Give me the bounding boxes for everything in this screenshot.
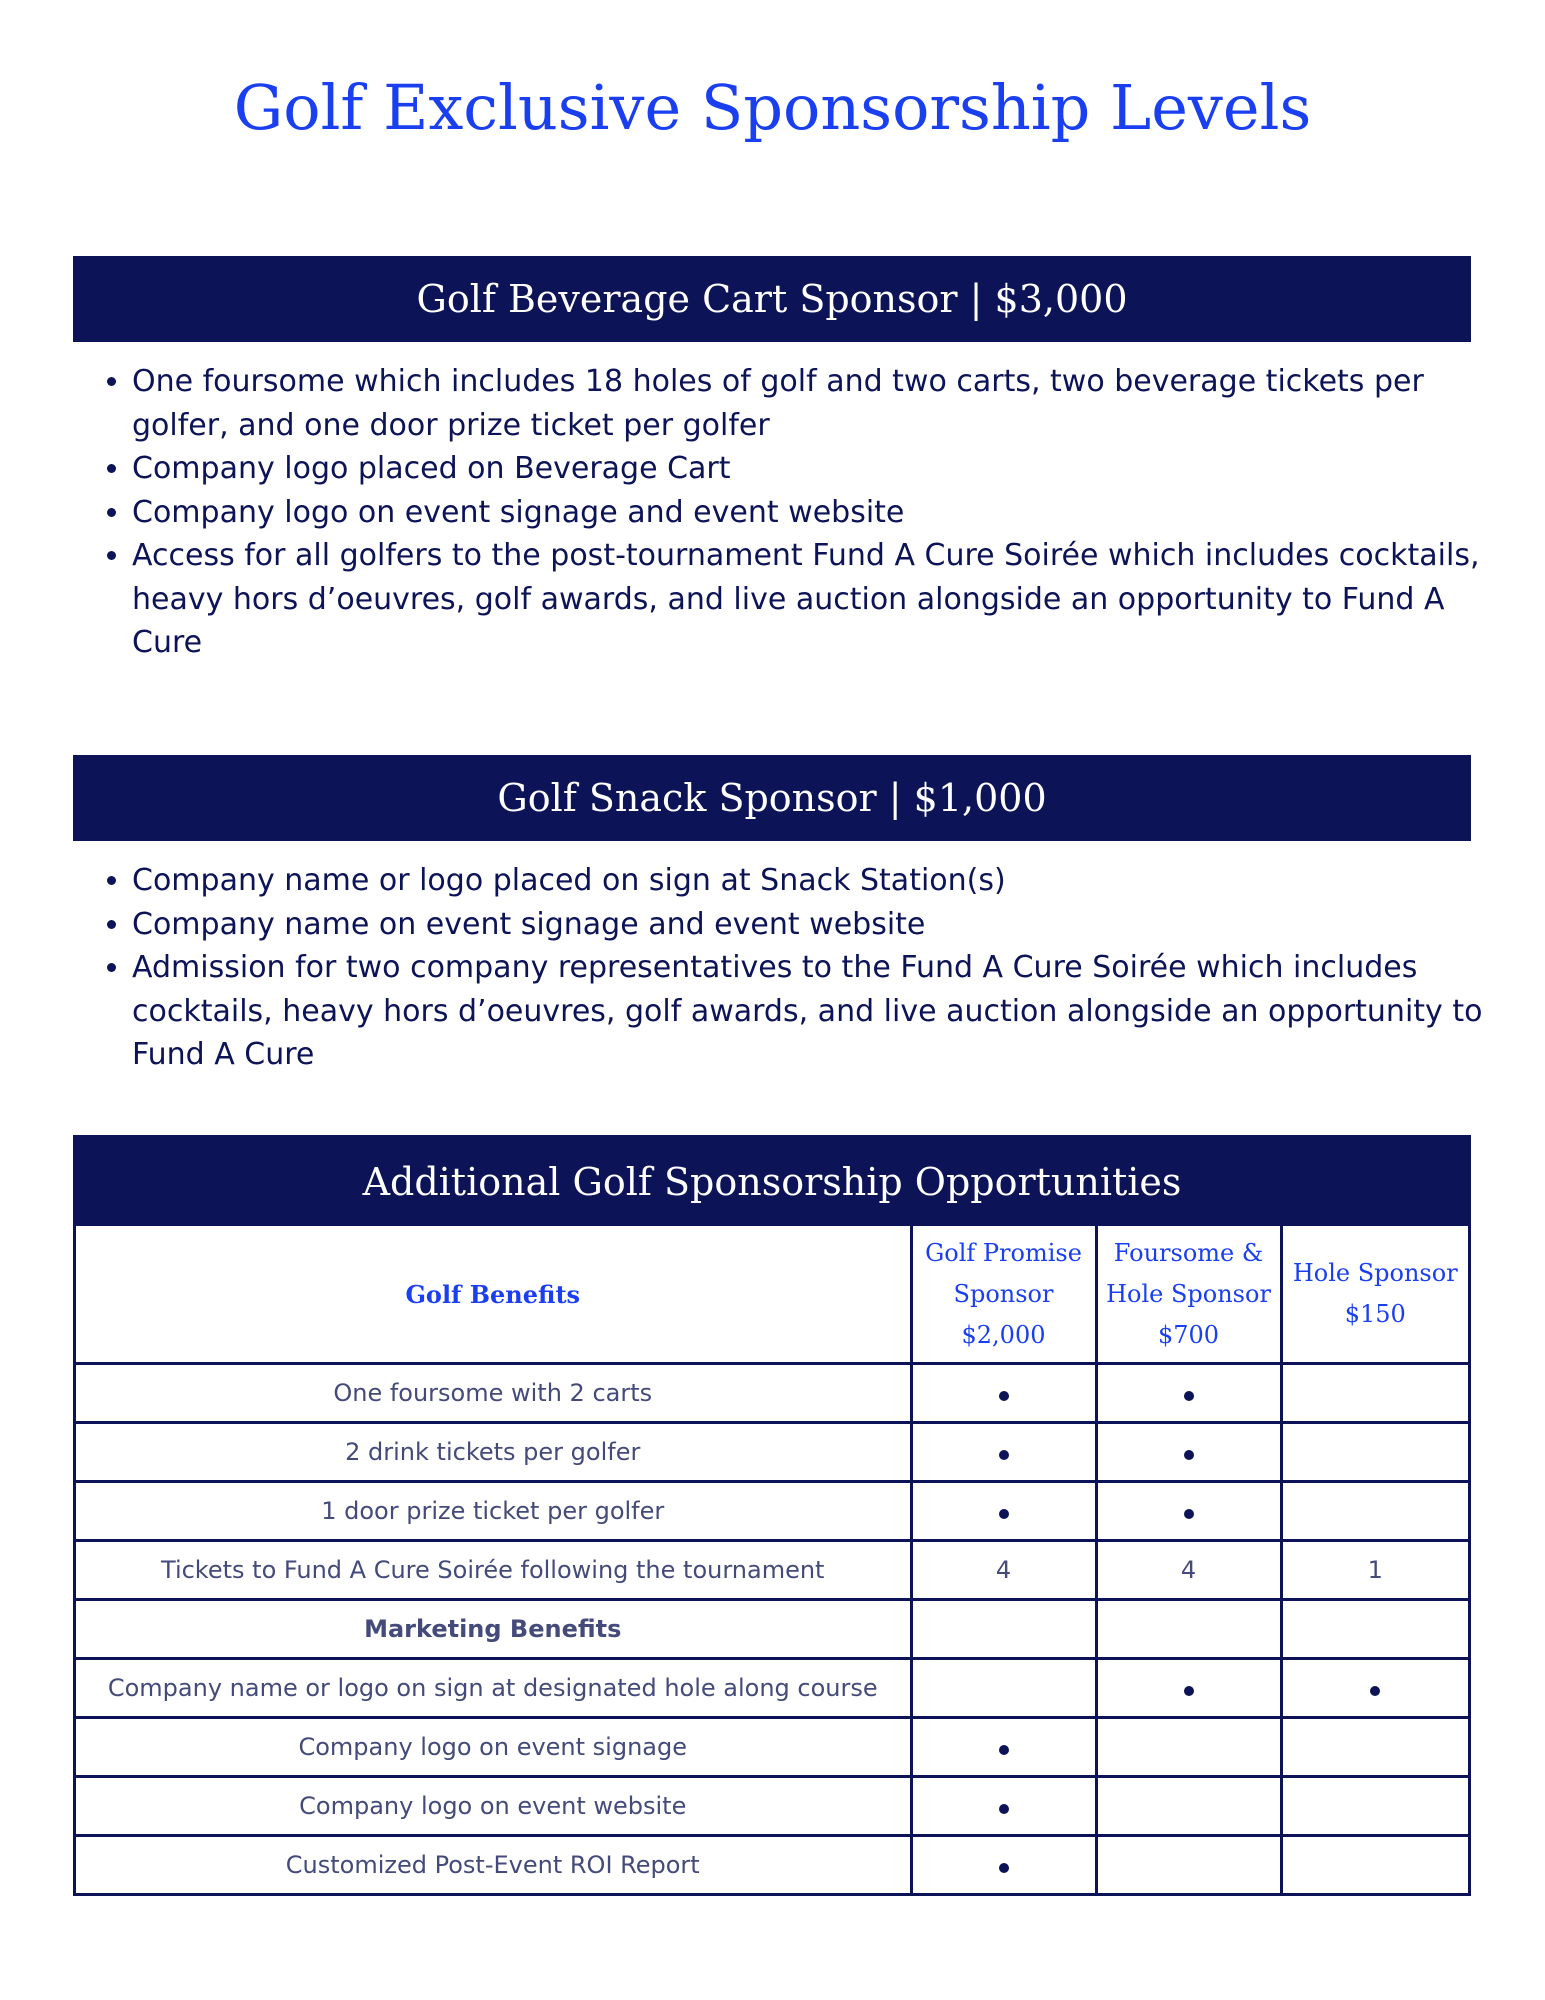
included-mark — [911, 1718, 1096, 1777]
benefit-cell — [1281, 1600, 1468, 1659]
bullet-dot-icon — [1184, 1450, 1194, 1460]
column-header-line: Sponsor — [953, 1279, 1054, 1308]
included-mark — [911, 1364, 1096, 1423]
list-item: • Company name on event signage and event website — [132, 903, 1512, 947]
beverage-cart-benefits-list — [90, 360, 1512, 665]
list-item: • Company logo placed on Beverage Cart — [132, 447, 1512, 491]
row-label: Customized Post-Event ROI Report — [76, 1836, 911, 1894]
benefit-cell — [1096, 1777, 1281, 1836]
benefit-cell: 4 — [911, 1541, 1096, 1600]
table-row — [76, 1364, 1468, 1423]
table-header-row — [76, 1226, 1468, 1364]
benefits-grid — [76, 1226, 1468, 1893]
benefit-cell — [1281, 1364, 1468, 1423]
benefit-cell — [1096, 1836, 1281, 1894]
bullet-dot-icon — [999, 1804, 1009, 1814]
benefit-cell: 4 — [1096, 1541, 1281, 1600]
snack-sponsor-benefits-list — [90, 859, 1512, 1077]
benefit-cell — [1281, 1423, 1468, 1482]
benefit-cell — [1281, 1777, 1468, 1836]
included-mark — [1281, 1659, 1468, 1718]
row-label: Tickets to Fund A Cure Soirée following the tournament — [76, 1541, 911, 1600]
included-mark — [1096, 1659, 1281, 1718]
row-label: Company logo on event signage — [76, 1718, 911, 1777]
benefit-cell — [1281, 1482, 1468, 1541]
bullet-dot-icon — [1184, 1686, 1194, 1696]
column-header-hole-sponsor — [1281, 1226, 1468, 1364]
benefit-cell — [1096, 1718, 1281, 1777]
included-mark — [911, 1482, 1096, 1541]
column-header-line: Foursome & — [1113, 1238, 1264, 1267]
bullet-dot-icon — [1184, 1509, 1194, 1519]
bullet-dot-icon — [999, 1745, 1009, 1755]
included-mark — [1096, 1423, 1281, 1482]
snack-sponsor-heading: Golf Snack Sponsor | $1,000 — [73, 755, 1471, 841]
column-header-price: $700 — [1157, 1320, 1220, 1349]
table-row — [76, 1600, 1468, 1659]
column-header-price: $150 — [1344, 1300, 1406, 1328]
list-item: • One foursome which includes 18 holes of golf and two carts, two beverage tickets per golfer, and one door prize ticket per golfer — [132, 360, 1512, 447]
bullet-dot-icon — [999, 1509, 1009, 1519]
column-header-line: Hole Sponsor — [1292, 1259, 1458, 1287]
benefit-cell — [911, 1600, 1096, 1659]
included-mark — [911, 1836, 1096, 1894]
table-heading: Additional Golf Sponsorship Opportunities — [76, 1138, 1468, 1226]
bullet-dot-icon — [1184, 1391, 1194, 1401]
included-mark — [1096, 1482, 1281, 1541]
list-item: • Access for all golfers to the post-tournament Fund A Cure Soirée which includes cocktails, heavy hors d’oeuvres, golf awards, and live auction alongside an opportunity to Fund A Cure — [132, 534, 1512, 665]
benefit-cell — [1281, 1836, 1468, 1894]
benefit-cell — [1096, 1600, 1281, 1659]
bullet-dot-icon — [999, 1450, 1009, 1460]
table-row — [76, 1836, 1468, 1894]
column-header-foursome-hole — [1096, 1226, 1281, 1364]
column-header-price: $2,000 — [961, 1320, 1046, 1349]
table-row — [76, 1482, 1468, 1541]
row-label: 2 drink tickets per golfer — [76, 1423, 911, 1482]
benefit-cell: 1 — [1281, 1541, 1468, 1600]
row-label: Company logo on event website — [76, 1777, 911, 1836]
included-mark — [1096, 1364, 1281, 1423]
list-item: • Company name or logo placed on sign at Snack Station(s) — [132, 859, 1512, 903]
row-label: Marketing Benefits — [76, 1600, 911, 1659]
included-mark — [911, 1777, 1096, 1836]
benefit-cell — [911, 1659, 1096, 1718]
bullet-dot-icon — [999, 1863, 1009, 1873]
list-item: • Admission for two company representatives to the Fund A Cure Soirée which includes cocktails, heavy hors d’oeuvres, golf awards, and live auction alongside an opportunity to Fund A Cure — [132, 946, 1512, 1077]
included-mark — [911, 1423, 1096, 1482]
bullet-dot-icon — [999, 1391, 1009, 1401]
column-header-golf-promise — [911, 1226, 1096, 1364]
benefit-cell — [1281, 1718, 1468, 1777]
column-header-line: Hole Sponsor — [1106, 1279, 1271, 1308]
table-row — [76, 1423, 1468, 1482]
table-row — [76, 1718, 1468, 1777]
table-row — [76, 1541, 1468, 1600]
beverage-cart-sponsor-heading: Golf Beverage Cart Sponsor | $3,000 — [73, 256, 1471, 342]
golf-benefits-header: Golf Benefits — [76, 1226, 911, 1364]
bullet-dot-icon — [1370, 1686, 1380, 1696]
row-label: One foursome with 2 carts — [76, 1364, 911, 1423]
additional-opportunities-table — [73, 1135, 1471, 1896]
table-row — [76, 1659, 1468, 1718]
row-label: Company name or logo on sign at designated hole along course — [76, 1659, 911, 1718]
table-row — [76, 1777, 1468, 1836]
column-header-line: Golf Promise — [925, 1238, 1082, 1267]
row-label: 1 door prize ticket per golfer — [76, 1482, 911, 1541]
list-item: • Company logo on event signage and event website — [132, 491, 1512, 535]
page-title: Golf Exclusive Sponsorship Levels — [233, 71, 1312, 144]
